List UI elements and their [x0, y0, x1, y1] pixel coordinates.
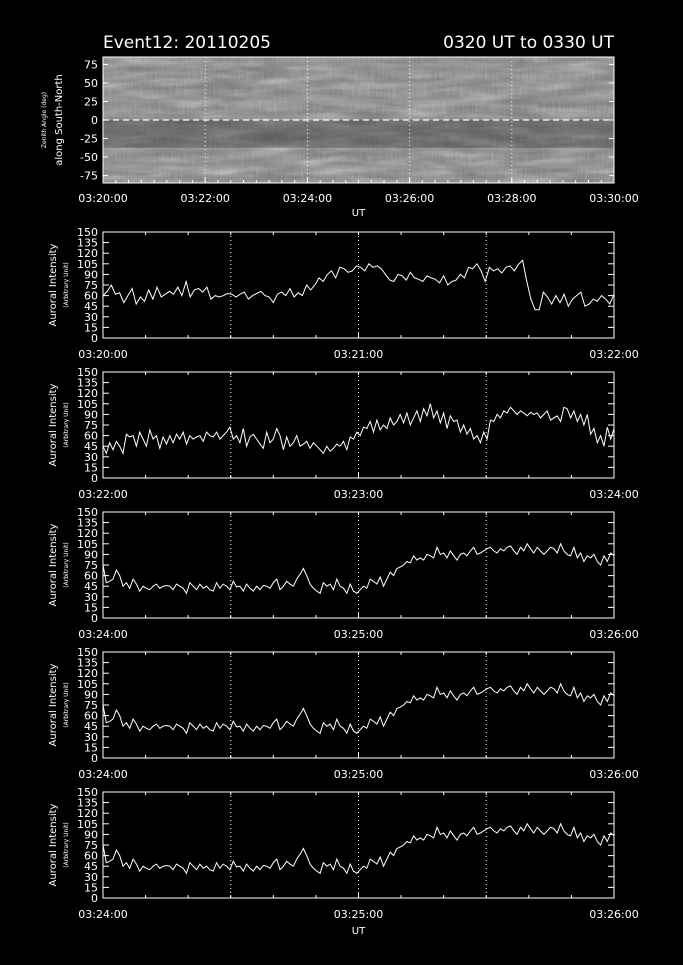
chart-ytick-label: 60: [84, 569, 98, 583]
chart-panel-4: [48, 646, 639, 781]
chart-ytick-label: 45: [84, 860, 98, 874]
chart-ytick-label: 105: [77, 537, 98, 551]
chart-ytick-label: 105: [77, 257, 98, 271]
chart-ylabel-sub: (Arbitrary Unit): [63, 262, 70, 308]
keogram-xtick-label: 03:26:00: [384, 192, 435, 205]
chart-panel-2: [48, 366, 639, 501]
chart-xtick-label: 03:21:00: [333, 348, 384, 361]
chart-ytick-label: 75: [84, 279, 98, 292]
chart-ytick-label: 135: [77, 236, 98, 250]
event-title: Event12: 20110205: [103, 33, 271, 53]
chart-ytick-label: 45: [84, 720, 98, 734]
chart-ytick-label: 135: [77, 376, 98, 390]
chart-ytick-label: 60: [84, 429, 98, 443]
chart-ytick-label: 0: [91, 332, 98, 345]
chart-ytick-label: 90: [84, 268, 98, 282]
time-range-title: 0320 UT to 0330 UT: [443, 33, 614, 53]
chart-ytick-label: 120: [77, 807, 98, 821]
chart-ytick-label: 120: [77, 667, 98, 681]
chart-xtick-label: 03:25:00: [333, 908, 384, 921]
chart-ytick-label: 60: [84, 289, 98, 303]
keogram-ytick-label: -25: [80, 132, 98, 146]
chart-ytick-label: 120: [77, 247, 98, 261]
chart-ytick-label: 135: [77, 796, 98, 810]
chart-ytick-label: 60: [84, 709, 98, 723]
chart-xtick-label: 03:26:00: [589, 628, 639, 641]
chart-xtick-label: 03:24:00: [589, 488, 639, 501]
keogram-xtick-label: 03:30:00: [589, 192, 639, 205]
chart-ytick-label: 60: [84, 849, 98, 863]
chart-ytick-label: 150: [77, 226, 98, 239]
chart-ytick-label: 45: [84, 300, 98, 314]
keogram-xtick-label: 03:22:00: [180, 192, 230, 205]
chart-ytick-label: 75: [84, 559, 98, 572]
keogram-ylabel-bottom: along South-North: [54, 74, 65, 166]
chart-ytick-label: 15: [84, 601, 98, 615]
chart-ytick-label: 105: [77, 817, 98, 831]
chart-ytick-label: 45: [84, 440, 98, 454]
chart-xtick-label: 03:26:00: [589, 768, 639, 781]
chart-ytick-label: 30: [84, 450, 98, 464]
chart-ylabel: Auroral Intensity: [48, 803, 59, 887]
chart-ytick-label: 105: [77, 677, 98, 691]
chart-ytick-label: 75: [84, 839, 98, 852]
chart-ytick-label: 0: [91, 472, 98, 485]
chart-ytick-label: 120: [77, 527, 98, 541]
chart-panel-1: [48, 226, 639, 361]
chart-ytick-label: 75: [84, 419, 98, 432]
chart-ylabel: Auroral Intensity: [48, 523, 59, 607]
chart-ytick-label: 150: [77, 786, 98, 799]
chart-ytick-label: 135: [77, 656, 98, 670]
keogram-dark-band: [103, 120, 614, 148]
chart-ylabel-sub: (Arbitrary Unit): [63, 682, 70, 728]
keogram-xtick-label: 03:24:00: [282, 192, 333, 205]
keogram-ytick-label: 0: [91, 114, 98, 127]
chart-ytick-label: 150: [77, 366, 98, 379]
keogram-xtick-label: 03:20:00: [78, 192, 128, 205]
chart-xtick-label: 03:24:00: [78, 628, 128, 641]
chart-xtick-label: 03:24:00: [78, 908, 128, 921]
chart-ytick-label: 0: [91, 612, 98, 625]
chart-ytick-label: 15: [84, 881, 98, 895]
keogram-xtick-label: 03:28:00: [487, 192, 537, 205]
chart-ylabel-sub: (Arbitrary Unit): [63, 822, 70, 868]
chart-ytick-label: 75: [84, 699, 98, 712]
chart-ytick-label: 120: [77, 387, 98, 401]
chart-ylabel: Auroral Intensity: [48, 663, 59, 747]
keogram-ytick-label: -75: [80, 169, 98, 183]
keogram-ytick-label: 75: [84, 58, 98, 72]
keogram-ytick-label: 50: [84, 76, 98, 90]
chart-ytick-label: 105: [77, 397, 98, 411]
chart-ytick-label: 150: [77, 646, 98, 659]
keogram-xlabel: UT: [351, 208, 366, 219]
chart-xtick-label: 03:25:00: [333, 628, 384, 641]
chart-ytick-label: 90: [84, 548, 98, 562]
chart-ytick-label: 0: [91, 752, 98, 765]
keogram-panel: [41, 57, 639, 219]
chart-xtick-label: 03:22:00: [78, 488, 128, 501]
chart-panel-3: [48, 506, 639, 641]
chart-ytick-label: 30: [84, 310, 98, 324]
chart-ylabel: Auroral Intensity: [48, 383, 59, 467]
chart-xtick-label: 03:22:00: [589, 348, 639, 361]
chart-ytick-label: 90: [84, 408, 98, 422]
chart-ytick-label: 90: [84, 688, 98, 702]
chart-ylabel-sub: (Arbitrary Unit): [63, 402, 70, 448]
chart-ytick-label: 30: [84, 870, 98, 884]
chart-ylabel-sub: (Arbitrary Unit): [63, 542, 70, 588]
chart-ytick-label: 30: [84, 730, 98, 744]
chart-ytick-label: 15: [84, 321, 98, 335]
chart-ylabel: Auroral Intensity: [48, 243, 59, 327]
chart-ytick-label: 150: [77, 506, 98, 519]
chart-ytick-label: 90: [84, 828, 98, 842]
chart-ytick-label: 135: [77, 516, 98, 530]
chart-ytick-label: 30: [84, 590, 98, 604]
chart-ytick-label: 15: [84, 741, 98, 755]
keogram-ytick-label: -50: [80, 151, 98, 165]
keogram-ytick-label: 25: [84, 95, 98, 109]
chart-ytick-label: 45: [84, 580, 98, 594]
line-charts: [48, 226, 639, 937]
chart-ytick-label: 0: [91, 892, 98, 905]
chart-xtick-label: 03:26:00: [589, 908, 639, 921]
chart-ytick-label: 15: [84, 461, 98, 475]
keogram-ylabel-top: Zenith Angle (deg): [41, 91, 48, 149]
chart-xtick-label: 03:23:00: [333, 488, 384, 501]
chart-xtick-label: 03:20:00: [78, 348, 128, 361]
chart-panel-5: [48, 786, 639, 937]
chart-xlabel: UT: [351, 926, 366, 937]
chart-xtick-label: 03:25:00: [333, 768, 384, 781]
chart-xtick-label: 03:24:00: [78, 768, 128, 781]
